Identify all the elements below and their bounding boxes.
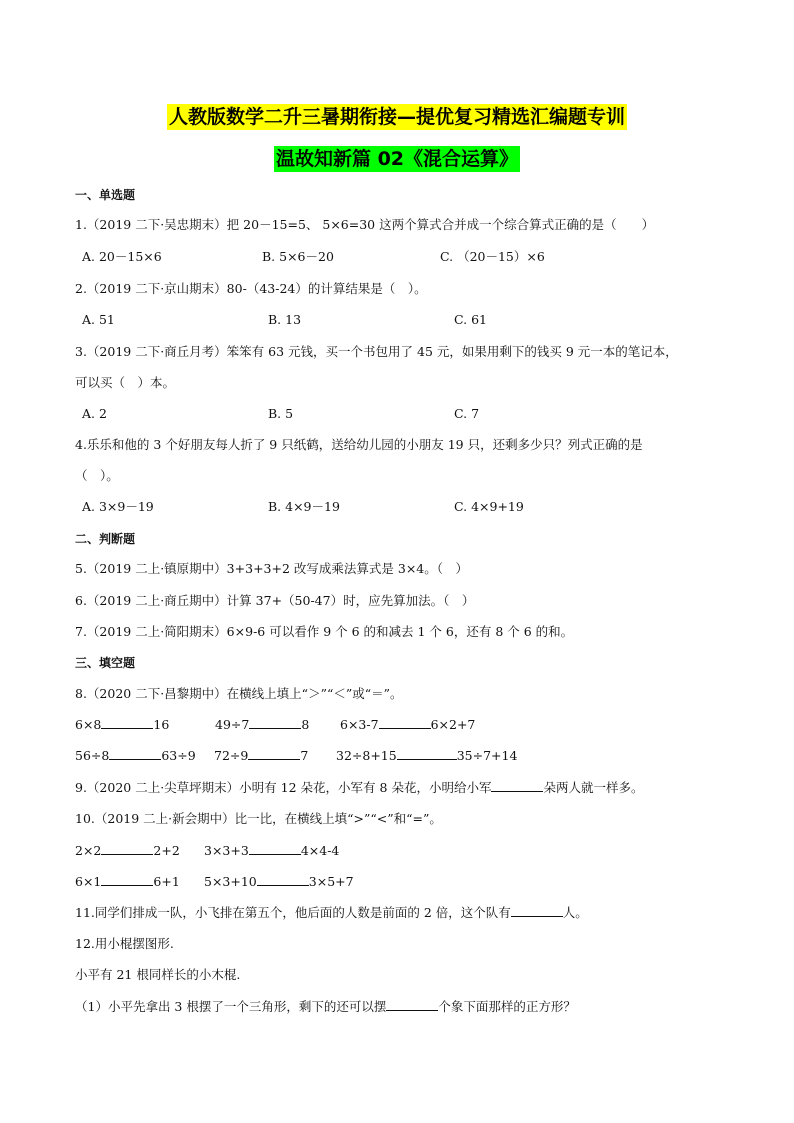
question-12-part-1-text: （1）小平先拿出 3 根摆了一个三角形，剩下的还可以摆 bbox=[75, 999, 387, 1014]
q1-option-c[interactable]: C. （20－15）×6 bbox=[440, 249, 545, 264]
q2-option-c[interactable]: C. 61 bbox=[454, 312, 487, 327]
title-row bbox=[0, 104, 794, 130]
question-3-line-1: 3.（2019 二下·商丘月考）笨笨有 63 元钱，买一个书包用了 45 元，如果用剩下的钱买 9 元一本的笔记本， bbox=[75, 344, 678, 359]
answer-blank[interactable] bbox=[101, 716, 153, 729]
answer-blank[interactable] bbox=[386, 998, 438, 1011]
question-3-line-2: 可以买（ ）本。 bbox=[75, 375, 176, 390]
q1-option-a[interactable]: A. 20－15×6 bbox=[82, 249, 162, 264]
answer-blank[interactable] bbox=[511, 904, 563, 917]
answer-blank[interactable] bbox=[248, 747, 300, 760]
question-5: 5.（2019 二上·镇原期中）3+3+3+2 改写成乘法算式是 3×4。（ ） bbox=[75, 561, 468, 576]
q10-item bbox=[204, 873, 354, 891]
question-9 bbox=[75, 779, 643, 797]
q8-left: 72÷9 bbox=[214, 748, 249, 763]
answer-blank[interactable] bbox=[257, 873, 309, 886]
q4-option-a[interactable]: A. 3×9－19 bbox=[82, 499, 154, 514]
question-11 bbox=[75, 904, 588, 922]
q10-left: 5×3+10 bbox=[204, 874, 257, 889]
q8-item bbox=[215, 716, 309, 734]
question-11-text: 11.同学们排成一队，小飞排在第五个，他后面的人数是前面的 2 倍，这个队有 bbox=[75, 905, 511, 920]
question-6: 6.（2019 二上·商丘期中）计算 37+（50-47）时，应先算加法。（ ） bbox=[75, 593, 475, 608]
q4-option-b[interactable]: B. 4×9－19 bbox=[268, 499, 340, 514]
answer-blank[interactable] bbox=[101, 873, 153, 886]
q3-option-c[interactable]: C. 7 bbox=[454, 406, 480, 421]
question-2: 2.（2019 二下·京山期末）80-（43-24）的计算结果是（ ）。 bbox=[75, 281, 427, 296]
q8-left: 6×8 bbox=[75, 717, 102, 732]
answer-blank[interactable] bbox=[109, 747, 161, 760]
page-subtitle: 温故知新篇 02《混合运算》 bbox=[275, 148, 519, 170]
q8-left: 49÷7 bbox=[215, 717, 250, 732]
q1-option-b[interactable]: B. 5×6－20 bbox=[262, 249, 334, 264]
question-12-part-1-text-end: 个象下面那样的正方形？ bbox=[438, 999, 576, 1014]
question-7: 7.（2019 二上·简阳期末）6×9-6 可以看作 9 个 6 的和减去 1 个 6，还有 8 个 6 的和。 bbox=[75, 624, 574, 639]
q8-right: 63÷9 bbox=[161, 748, 196, 763]
question-8: 8.（2020 二下·昌黎期中）在横线上填上“＞”“＜”或“＝”。 bbox=[75, 686, 403, 701]
question-9-text: 9.（2020 二上·尖草坪期末）小明有 12 朵花，小军有 8 朵花，小明给小军 bbox=[75, 780, 492, 795]
answer-blank[interactable] bbox=[397, 747, 457, 760]
q8-right: 7 bbox=[300, 748, 309, 763]
q8-item bbox=[214, 747, 308, 765]
q10-right: 3×5+7 bbox=[308, 874, 354, 889]
q10-left: 2×2 bbox=[75, 843, 102, 858]
q8-left: 56÷8 bbox=[75, 748, 110, 763]
q3-option-b[interactable]: B. 5 bbox=[268, 406, 294, 421]
q2-option-b[interactable]: B. 13 bbox=[268, 312, 302, 327]
q2-option-a[interactable]: A. 51 bbox=[82, 312, 115, 327]
q8-left: 6×3-7 bbox=[340, 717, 379, 732]
section-heading-fill-blank: 三、填空题 bbox=[75, 656, 136, 670]
q8-item bbox=[336, 747, 517, 765]
q8-item bbox=[75, 716, 169, 734]
answer-blank[interactable] bbox=[101, 842, 153, 855]
question-4-line-2: （ ）。 bbox=[75, 468, 119, 483]
q8-right: 16 bbox=[153, 717, 170, 732]
q8-right: 35÷7+14 bbox=[456, 748, 518, 763]
section-heading-single-choice: 一、单选题 bbox=[75, 188, 136, 202]
q4-option-c[interactable]: C. 4×9+19 bbox=[454, 499, 524, 514]
subtitle-row bbox=[0, 146, 794, 172]
answer-blank[interactable] bbox=[249, 842, 301, 855]
q8-left: 32÷8+15 bbox=[336, 748, 397, 763]
page-title: 人教版数学二升三暑期衔接—提优复习精选汇编题专训 bbox=[168, 106, 625, 128]
q10-right: 6+1 bbox=[153, 874, 180, 889]
q8-item bbox=[75, 747, 196, 765]
q10-item bbox=[75, 873, 180, 891]
q3-option-a[interactable]: A. 2 bbox=[82, 406, 107, 421]
question-12: 12.用小棍摆图形. bbox=[75, 936, 174, 951]
question-12-line-2: 小平有 21 根同样长的小木棍. bbox=[75, 967, 241, 982]
answer-blank[interactable] bbox=[379, 716, 431, 729]
question-10: 10.（2019 二上·新会期中）比一比，在横线上填“>”“<”和“=”。 bbox=[75, 811, 442, 826]
q10-left: 3×3+3 bbox=[204, 843, 249, 858]
q10-item bbox=[75, 842, 180, 860]
q8-right: 8 bbox=[301, 717, 310, 732]
section-heading-true-false: 二、判断题 bbox=[75, 532, 136, 546]
question-1: 1.（2019 二下·吴忠期末）把 20－15=5、 5×6=30 这两个算式合并成一个综合算式正确的是（ ） bbox=[75, 217, 655, 232]
q8-right: 6×2+7 bbox=[430, 717, 476, 732]
answer-blank[interactable] bbox=[249, 716, 301, 729]
q10-left: 6×1 bbox=[75, 874, 102, 889]
q10-right: 4×4-4 bbox=[300, 843, 340, 858]
q10-right: 2+2 bbox=[153, 843, 180, 858]
question-9-text-end: 朵两人就一样多。 bbox=[543, 780, 644, 795]
q10-item bbox=[204, 842, 339, 860]
question-11-text-end: 人。 bbox=[562, 905, 588, 920]
answer-blank[interactable] bbox=[491, 779, 543, 792]
q8-item bbox=[340, 716, 475, 734]
question-4-line-1: 4.乐乐和他的 3 个好朋友每人折了 9 只纸鹤，送给幼儿园的小朋友 19 只，还剩多少只？列式正确的是 bbox=[75, 437, 643, 452]
question-12-part-1 bbox=[75, 998, 576, 1016]
